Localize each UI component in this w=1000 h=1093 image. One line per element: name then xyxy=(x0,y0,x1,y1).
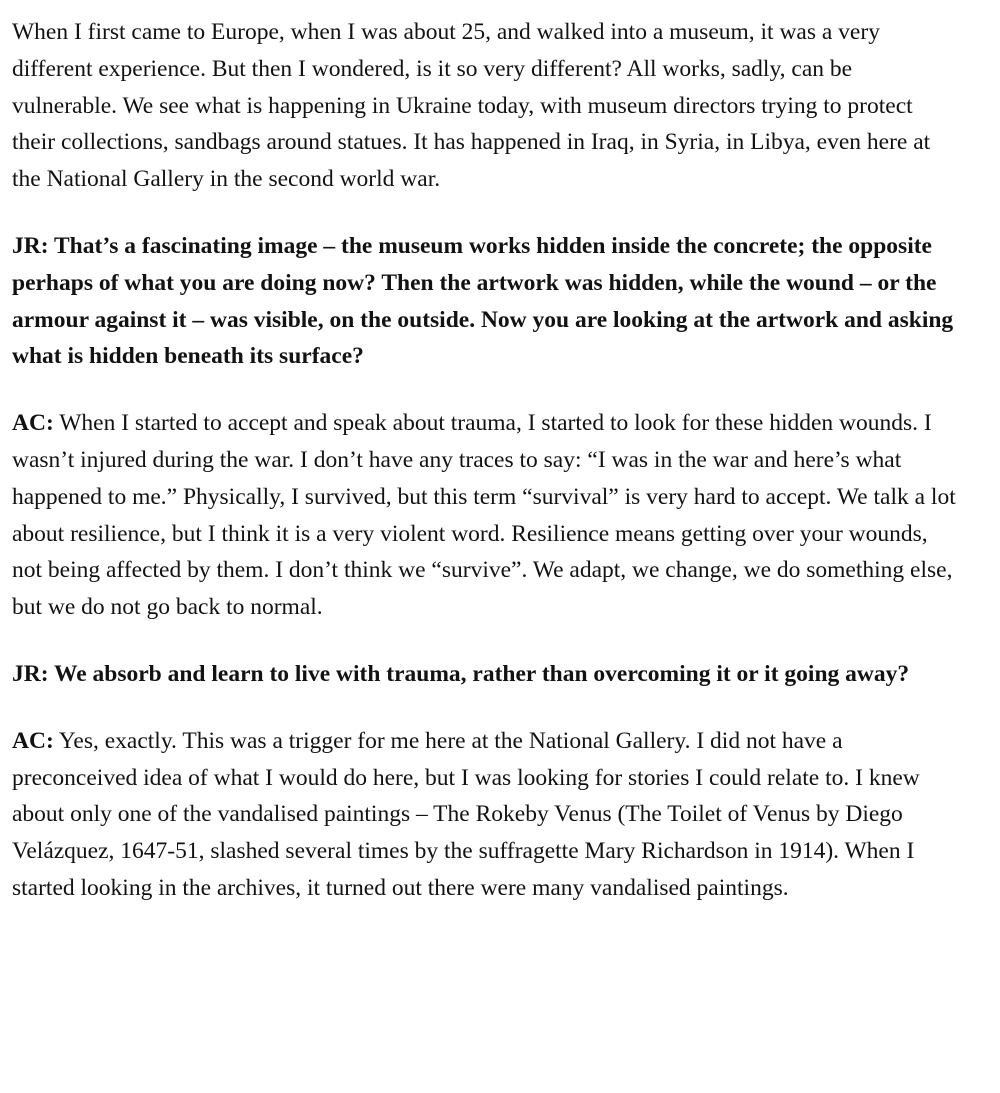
paragraph-text: When I started to accept and speak about trauma, I started to look for these hidden wounds. I wasn’t injured during the war. I don’t have any traces to say: “I was in the war and here’s what happened to me.” Physically, I survived, but this term “survival” is very hard to accept. We talk a lot about resilience, but I think it is a very violent word. Resilience means getting over your wounds, not being affected by them. I don’t think we “survive”. We adapt, we change, we do something else, but we do not go back to normal. xyxy=(12,410,956,621)
article-paragraph-3 xyxy=(12,405,960,626)
paragraph-text: That’s a fascinating image – the museum works hidden inside the concrete; the opposite perhaps of what you are doing now? Then the artwork was hidden, while the wound – or the armour against it – was visible, on the outside. Now you are looking at the artwork and asking what is hidden beneath its surface? xyxy=(12,232,954,370)
speaker-label: JR: xyxy=(12,660,49,687)
paragraph-text: When I first came to Europe, when I was about 25, and walked into a museum, it was a very different experience. But then I wondered, is it so very different? All works, sadly, can be vulnerable. We see what is happening in Ukraine today, with museum directors trying to protect their collections, sandbags around statues. It has happened in Iraq, in Syria, in Libya, even here at the National Gallery in the second world war. xyxy=(12,19,931,193)
speaker-label: JR: xyxy=(12,232,49,259)
speaker-label: AC: xyxy=(12,410,54,437)
article-paragraph-1 xyxy=(12,14,960,198)
paragraph-text: Yes, exactly. This was a trigger for me here at the National Gallery. I did not have a preconceived idea of what I would do here, but I was looking for stories I could relate to. I knew about only one of the vandalised paintings – The Rokeby Venus (The Toilet of Venus by Diego Velázquez, 1647-51, slashed several times by the suffragette Mary Richardson in 1914). When I started looking in the archives, it turned out there were many vandalised paintings. xyxy=(12,727,920,901)
paragraph-text: We absorb and learn to live with trauma, rather than overcoming it or it going away? xyxy=(48,660,910,687)
article-paragraph-2 xyxy=(12,228,960,375)
article-paragraph-4 xyxy=(12,656,960,693)
article-paragraph-5 xyxy=(12,723,960,907)
speaker-label: AC: xyxy=(12,727,54,754)
